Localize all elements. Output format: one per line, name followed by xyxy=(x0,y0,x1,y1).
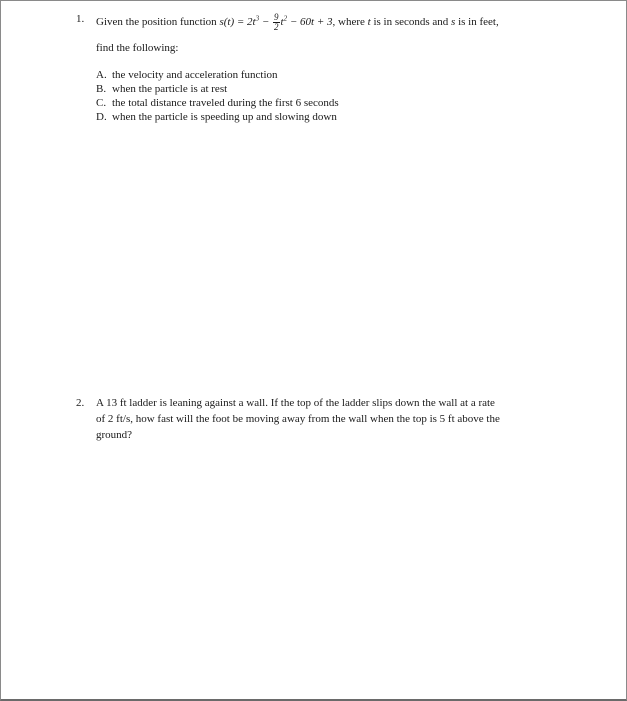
question-1-part-c: C. the total distance traveled during the first 6 seconds xyxy=(96,97,339,109)
question-1-part-d: D. when the particle is speeding up and slowing down xyxy=(96,111,337,123)
question-1-line-2: find the following: xyxy=(96,42,179,54)
question-1-part-b: B. when the particle is at rest xyxy=(96,83,228,95)
position-function: $s(t) = 2t^3$ − $\frac{9}{2}$ $t^2 - 60t + 3$ xyxy=(219,12,333,32)
question-1-number: 1. xyxy=(76,13,85,25)
question-1-line-1: Given the position function $s(t) = 2t^3$ − $\frac{9}{2}$ $t^2 - 60t + 3$, where t is in seconds and s is in feet, xyxy=(96,12,499,32)
question-2-line-1: A 13 ft ladder is leaning against a wall. If the top of the ladder slips down the wall at a rate xyxy=(96,397,495,409)
fraction-nine-halves: $\frac{9}{2}$ xyxy=(274,12,279,32)
question-1-part-a: A. the velocity and acceleration function xyxy=(96,69,278,81)
question-2-line-2: of 2 ft/s, how fast will the foot be moving away from the wall when the top is 5 ft above the xyxy=(96,413,500,425)
question-1-intro: Given the position function xyxy=(96,16,217,29)
question-2-number: 2. xyxy=(76,397,85,409)
question-2-line-3: ground? xyxy=(96,429,133,441)
